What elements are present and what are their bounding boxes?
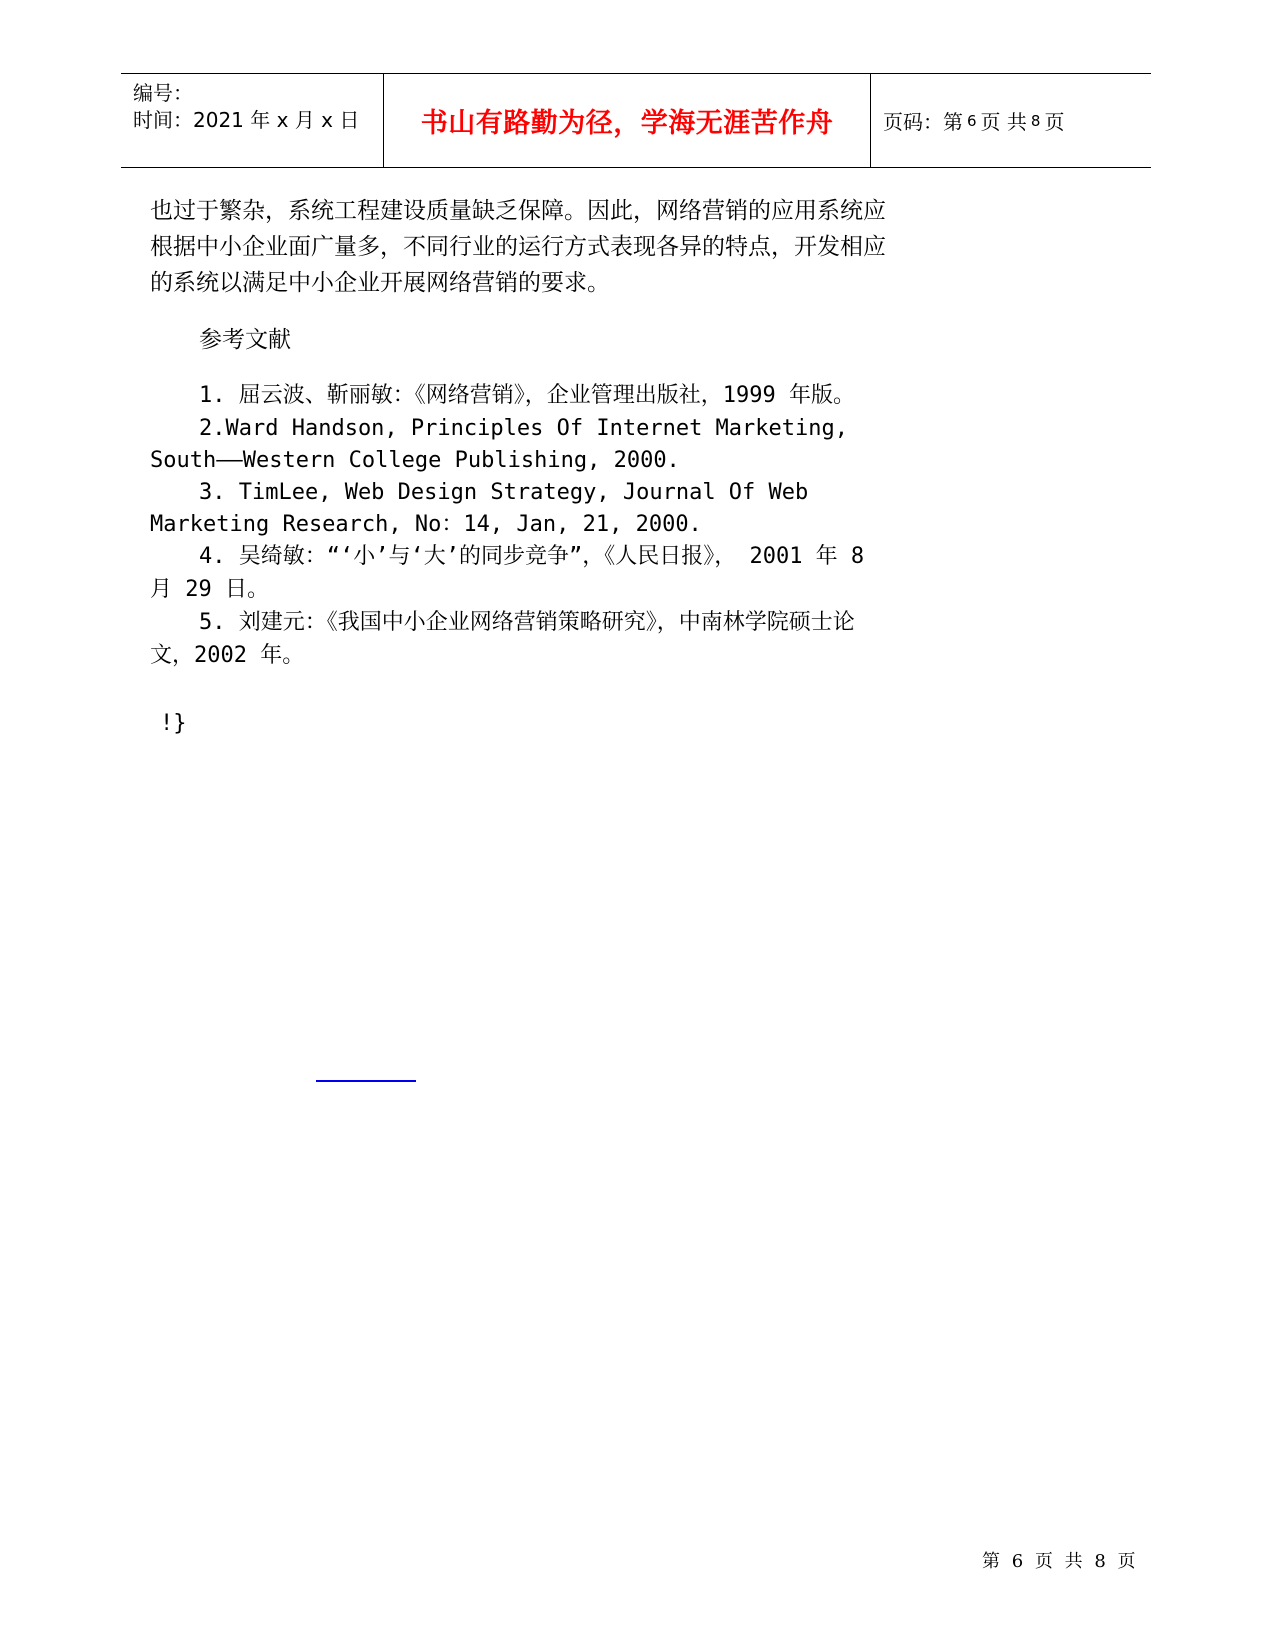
page-mid: 页 共 xyxy=(980,110,1027,134)
page-footer: 第 6 页 共 8 页 xyxy=(982,1551,1136,1572)
body-paragraph xyxy=(150,193,970,301)
page-header-table xyxy=(121,73,1151,168)
page-current: 6 xyxy=(967,111,977,130)
reference-item: 3. TimLee, Web Design Strategy, Journal Of Web xyxy=(199,480,809,505)
document-date-label: 时间：2021 年 x 月 x 日 xyxy=(133,108,360,132)
header-info-cell xyxy=(121,74,384,167)
reference-item-continuation: South——Western College Publishing, 2000. xyxy=(150,448,680,473)
paragraph-line: 也过于繁杂，系统工程建设质量缺乏保障。因此，网络营销的应用系统应 xyxy=(150,198,886,224)
reference-item: 2.Ward Handson, Principles Of Internet Marketing, xyxy=(199,416,849,441)
header-page-info xyxy=(871,74,1151,167)
reference-item-continuation: Marketing Research, No：14, Jan, 21, 2000. xyxy=(150,512,702,537)
page-total: 8 xyxy=(1030,111,1041,130)
reference-item-continuation: 月 29 日。 xyxy=(150,577,269,602)
hyperlink-underline[interactable] xyxy=(316,1080,416,1082)
page-suffix: 页 xyxy=(1044,110,1065,134)
paragraph-line: 根据中小企业面广量多，不同行业的运行方式表现各异的特点，开发相应 xyxy=(150,234,886,260)
reference-item: 4. 吴绮敏：“‘小’与‘大’的同步竞争”，《人民日报》， 2001 年 8 xyxy=(199,544,865,569)
reference-item: 1. 屈云波、靳丽敏：《网络营销》，企业管理出版社，1999 年版。 xyxy=(199,383,855,408)
page-prefix: 页码：第 xyxy=(883,110,963,134)
stray-mark: !} xyxy=(160,711,187,736)
document-number-label: 编号： xyxy=(133,81,193,105)
header-motto: 书山有路勤为径，学海无涯苦作舟 xyxy=(384,74,871,167)
reference-item-continuation: 文，2002 年。 xyxy=(150,643,305,668)
references-heading: 参考文献 xyxy=(199,327,291,353)
paragraph-line: 的系统以满足中小企业开展网络营销的要求。 xyxy=(150,270,610,296)
reference-item: 5. 刘建元：《我国中小企业网络营销策略研究》，中南林学院硕士论 xyxy=(199,610,855,635)
